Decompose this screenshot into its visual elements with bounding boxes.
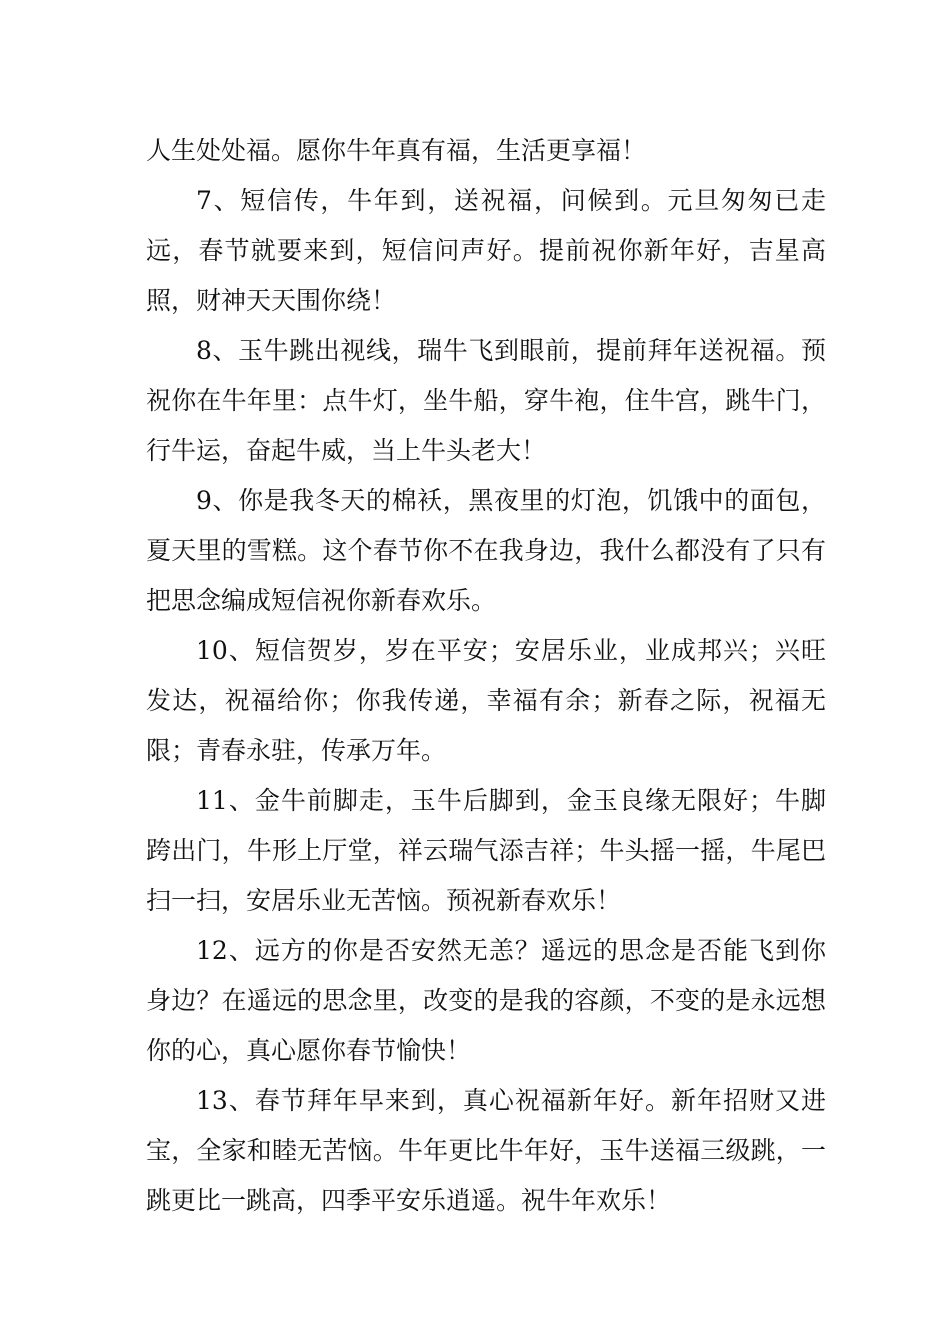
paragraph-item-8: 8、玉牛跳出视线，瑞牛飞到眼前，提前拜年送祝福。预祝你在牛年里：点牛灯，坐牛船，穿牛袍，住牛宫，跳牛门，行牛运，奋起牛威，当上牛头老大！: [146, 336, 826, 465]
paragraph-item-7: 7、短信传，牛年到，送祝福，问候到。元旦匆匆已走远，春节就要来到，短信问声好。提前祝你新年好，吉星高照，财神天天围你绕！: [146, 186, 826, 315]
paragraph-item-13: 13、春节拜年早来到，真心祝福新年好。新年招财又进宝，全家和睦无苦恼。牛年更比牛年好，玉牛送福三级跳，一跳更比一跳高，四季平安乐逍遥。祝牛年欢乐！: [146, 1086, 826, 1215]
paragraph-item-10: 10、短信贺岁，岁在平安；安居乐业，业成邦兴；兴旺发达，祝福给你；你我传递，幸福有余；新春之际，祝福无限；青春永驻，传承万年。: [146, 636, 826, 765]
document-body: [146, 126, 826, 1226]
paragraph-item-12: 12、远方的你是否安然无恙？遥远的思念是否能飞到你身边？在遥远的思念里，改变的是我的容颜，不变的是永远想你的心，真心愿你春节愉快！: [146, 936, 826, 1065]
paragraph-item-9: 9、你是我冬天的棉袄，黑夜里的灯泡，饥饿中的面包，夏天里的雪糕。这个春节你不在我身边，我什么都没有了只有把思念编成短信祝你新春欢乐。: [146, 486, 826, 615]
paragraph-item-11: 11、金牛前脚走，玉牛后脚到，金玉良缘无限好；牛脚跨出门，牛形上厅堂，祥云瑞气添吉祥；牛头摇一摇，牛尾巴扫一扫，安居乐业无苦恼。预祝新春欢乐！: [146, 786, 826, 915]
paragraph-continuation: 人生处处福。愿你牛年真有福，生活更享福！: [146, 136, 647, 165]
